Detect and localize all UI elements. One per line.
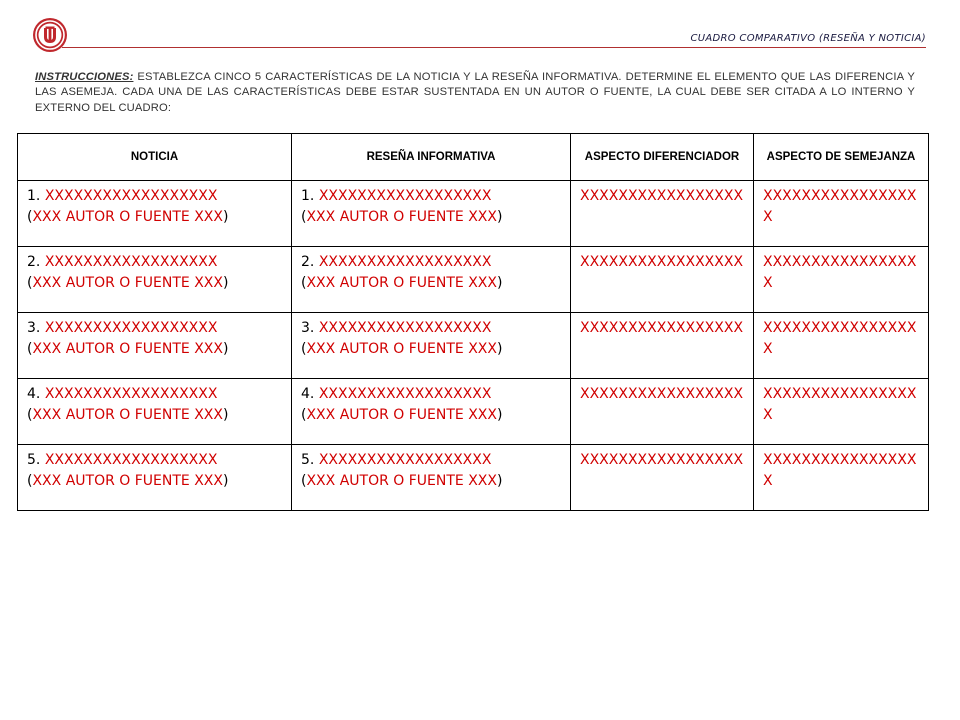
resena-characteristic: XXXXXXXXXXXXXXXXXX: [318, 320, 492, 336]
diferenciador-text: XXXXXXXXXXXXXXXXX: [580, 254, 744, 270]
diferenciador-text: XXXXXXXXXXXXXXXXX: [580, 320, 744, 336]
column-header-semejanza: ASPECTO DE SEMEJANZA: [754, 134, 929, 181]
resena-source: XXX AUTOR O FUENTE XXX: [306, 275, 497, 291]
resena-number: 5.: [301, 452, 315, 468]
semejanza-cell: [754, 181, 929, 247]
table-row: [18, 181, 929, 247]
diferenciador-cell: [571, 379, 754, 445]
table-row: [18, 247, 929, 313]
resena-number: 3.: [301, 320, 315, 336]
resena-cell: 1. XXXXXXXXXXXXXXXXXX (XXX AUTOR O FUENTE XXX): [292, 181, 571, 247]
header-rule: [62, 47, 926, 48]
diferenciador-text: XXXXXXXXXXXXXXXXX: [580, 386, 744, 402]
noticia-source: XXX AUTOR O FUENTE XXX: [32, 275, 223, 291]
noticia-source: XXX AUTOR O FUENTE XXX: [32, 473, 223, 489]
resena-number: 4.: [301, 386, 315, 402]
resena-source: XXX AUTOR O FUENTE XXX: [306, 407, 497, 423]
diferenciador-cell: [571, 445, 754, 511]
noticia-number: 5.: [27, 452, 41, 468]
resena-cell: 3. XXXXXXXXXXXXXXXXXX (XXX AUTOR O FUENTE XXX): [292, 313, 571, 379]
noticia-source: XXX AUTOR O FUENTE XXX: [32, 209, 223, 225]
semejanza-cell: [754, 313, 929, 379]
semejanza-cell: [754, 247, 929, 313]
noticia-cell: 3. XXXXXXXXXXXXXXXXXX (XXX AUTOR O FUENTE XXX): [18, 313, 292, 379]
semejanza-text: XXXXXXXXXXXXXXXXX: [763, 452, 917, 489]
comparison-table: [17, 133, 929, 511]
noticia-cell: 4. XXXXXXXXXXXXXXXXXX (XXX AUTOR O FUENTE XXX): [18, 379, 292, 445]
resena-number: 2.: [301, 254, 315, 270]
noticia-source: XXX AUTOR O FUENTE XXX: [32, 407, 223, 423]
diferenciador-text: XXXXXXXXXXXXXXXXX: [580, 188, 744, 204]
diferenciador-text: XXXXXXXXXXXXXXXXX: [580, 452, 744, 468]
noticia-source: XXX AUTOR O FUENTE XXX: [32, 341, 223, 357]
resena-characteristic: XXXXXXXXXXXXXXXXXX: [318, 188, 492, 204]
noticia-characteristic: XXXXXXXXXXXXXXXXXX: [44, 320, 218, 336]
noticia-characteristic: XXXXXXXXXXXXXXXXXX: [44, 188, 218, 204]
noticia-cell: 2. XXXXXXXXXXXXXXXXXX (XXX AUTOR O FUENTE XXX): [18, 247, 292, 313]
noticia-characteristic: XXXXXXXXXXXXXXXXXX: [44, 452, 218, 468]
column-header-noticia: NOTICIA: [18, 134, 292, 181]
semejanza-cell: [754, 379, 929, 445]
column-header-diferenciador: ASPECTO DIFERENCIADOR: [571, 134, 754, 181]
instructions: [35, 70, 915, 116]
resena-cell: 5. XXXXXXXXXXXXXXXXXX (XXX AUTOR O FUENTE XXX): [292, 445, 571, 511]
semejanza-text: XXXXXXXXXXXXXXXXX: [763, 254, 917, 291]
page-title: CUADRO COMPARATIVO (RESEÑA Y NOTICIA): [690, 33, 926, 44]
resena-source: XXX AUTOR O FUENTE XXX: [306, 473, 497, 489]
table-row: [18, 313, 929, 379]
resena-number: 1.: [301, 188, 315, 204]
noticia-characteristic: XXXXXXXXXXXXXXXXXX: [44, 254, 218, 270]
table-row: [18, 445, 929, 511]
semejanza-cell: [754, 445, 929, 511]
semejanza-text: XXXXXXXXXXXXXXXXX: [763, 188, 917, 225]
resena-characteristic: XXXXXXXXXXXXXXXXXX: [318, 254, 492, 270]
resena-cell: 4. XXXXXXXXXXXXXXXXXX (XXX AUTOR O FUENTE XXX): [292, 379, 571, 445]
resena-cell: 2. XXXXXXXXXXXXXXXXXX (XXX AUTOR O FUENTE XXX): [292, 247, 571, 313]
noticia-cell: 5. XXXXXXXXXXXXXXXXXX (XXX AUTOR O FUENTE XXX): [18, 445, 292, 511]
instructions-lead: INSTRUCCIONES:: [35, 71, 134, 83]
semejanza-text: XXXXXXXXXXXXXXXXX: [763, 320, 917, 357]
diferenciador-cell: [571, 181, 754, 247]
noticia-number: 1.: [27, 188, 41, 204]
noticia-number: 3.: [27, 320, 41, 336]
instructions-text: ESTABLEZCA CINCO 5 CARACTERÍSTICAS DE LA NOTICIA Y LA RESEÑA INFORMATIVA. DETERMINE EL ELEMENTO QUE LAS DIFERENCIA Y LAS ASEMEJA. CADA UNA DE LAS CARACTERÍSTICAS DEBE ESTAR SUSTENTADA EN UN AUTOR O FUENTE, LA CUAL DEBE SER CITADA A LO INTERNO Y EXTERNO DEL CUADRO:: [35, 71, 915, 114]
semejanza-text: XXXXXXXXXXXXXXXXX: [763, 386, 917, 423]
resena-characteristic: XXXXXXXXXXXXXXXXXX: [318, 452, 492, 468]
noticia-number: 4.: [27, 386, 41, 402]
resena-source: XXX AUTOR O FUENTE XXX: [306, 209, 497, 225]
diferenciador-cell: [571, 313, 754, 379]
noticia-characteristic: XXXXXXXXXXXXXXXXXX: [44, 386, 218, 402]
resena-source: XXX AUTOR O FUENTE XXX: [306, 341, 497, 357]
noticia-number: 2.: [27, 254, 41, 270]
diferenciador-cell: [571, 247, 754, 313]
table-row: [18, 379, 929, 445]
resena-characteristic: XXXXXXXXXXXXXXXXXX: [318, 386, 492, 402]
table-header-row: [18, 134, 929, 181]
column-header-resena: RESEÑA INFORMATIVA: [292, 134, 571, 181]
noticia-cell: 1. XXXXXXXXXXXXXXXXXX (XXX AUTOR O FUENTE XXX): [18, 181, 292, 247]
